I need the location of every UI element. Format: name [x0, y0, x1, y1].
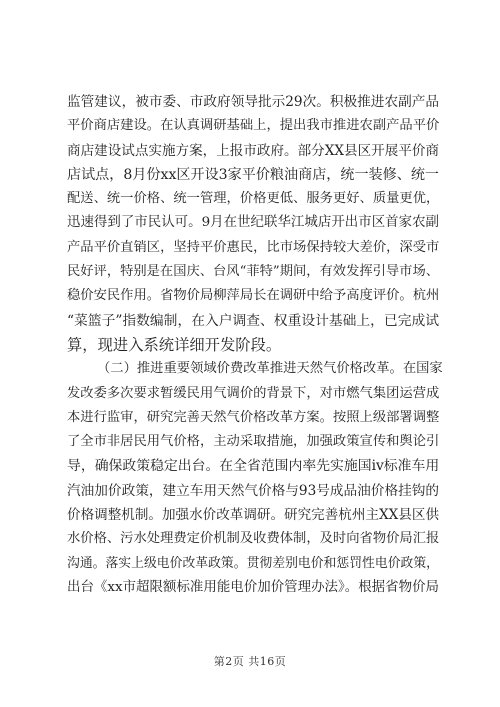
text-line: 了全市非居民用气价格，主动采取措施，加强政策宣传和舆论引 [67, 434, 440, 450]
text-line: 商店建设试点实施方案，上报市政府。部分XX县区开展平价商 [67, 142, 439, 159]
text-line: 水价格、污水处理费定价机制及收费体制，及时向省物价局汇报 [67, 531, 440, 547]
text-line: 沟通。落实上级电价改革政策。贯彻差别电价和惩罚性电价政策， [67, 555, 439, 571]
text-line: 价格调整机制。加强水价改革调研。研究完善杭州主XX县区供 [67, 507, 439, 524]
text-line: 配送、统一价格、统一管理，价格更低、服务更好、质量更优， [67, 191, 440, 207]
text-line: 稳价安民作用。省物价局柳萍局长在调研中给予高度评价。杭州 [67, 288, 440, 304]
text-line: 导，确保政策稳定出台。在全省范围内率先实施国iv标准车用 [67, 458, 440, 475]
text-line: 算，现进入系统详细开发阶段。 [67, 335, 282, 354]
text-line: 发改委多次要求暂缓民用气调价的背景下，对市燃气集团运营成 [67, 385, 440, 401]
text-line: 本进行监审，研究完善天然气价格改革方案。按照上级部署调整 [67, 409, 440, 425]
text-line: 汽油加价政策，建立车用天然气价格与93号成品油价格挂钩的 [67, 482, 440, 499]
text-line: 迅速得到了市民认可。9月在世纪联华江城店开出市区首家农副 [67, 215, 439, 231]
text-line: 店试点，8月份xx区开设3家平价粮油商店，统一装修、统一 [67, 166, 439, 183]
page-number-footer: 第2页 共16页 [213, 655, 287, 668]
text-line: 监管建议，被市委、市政府领导批示29次。积极推进农副产品 [67, 94, 440, 110]
text-line: 出台《xx市超限额标准用能电价加价管理办法》。根据省物价局 [67, 579, 439, 595]
body-text [67, 90, 443, 600]
text-line: “菜篮子”指数编制，在入户调查、权重设计基础上，已完成试 [67, 312, 439, 329]
text-line: 产品平价直销区，坚持平价惠民，比市场保持较大差价，深受市 [67, 239, 440, 255]
section-heading-line: （二）推进重要领域价费改革推进天然气价格改革。在国家 [97, 361, 443, 377]
text-line: 平价商店建设。在认真调研基础上，提出我市推进农副产品平价 [67, 118, 440, 134]
text-line: 民好评，特别是在国庆、台风“菲特”期间，有效发挥引导市场、 [67, 264, 439, 280]
